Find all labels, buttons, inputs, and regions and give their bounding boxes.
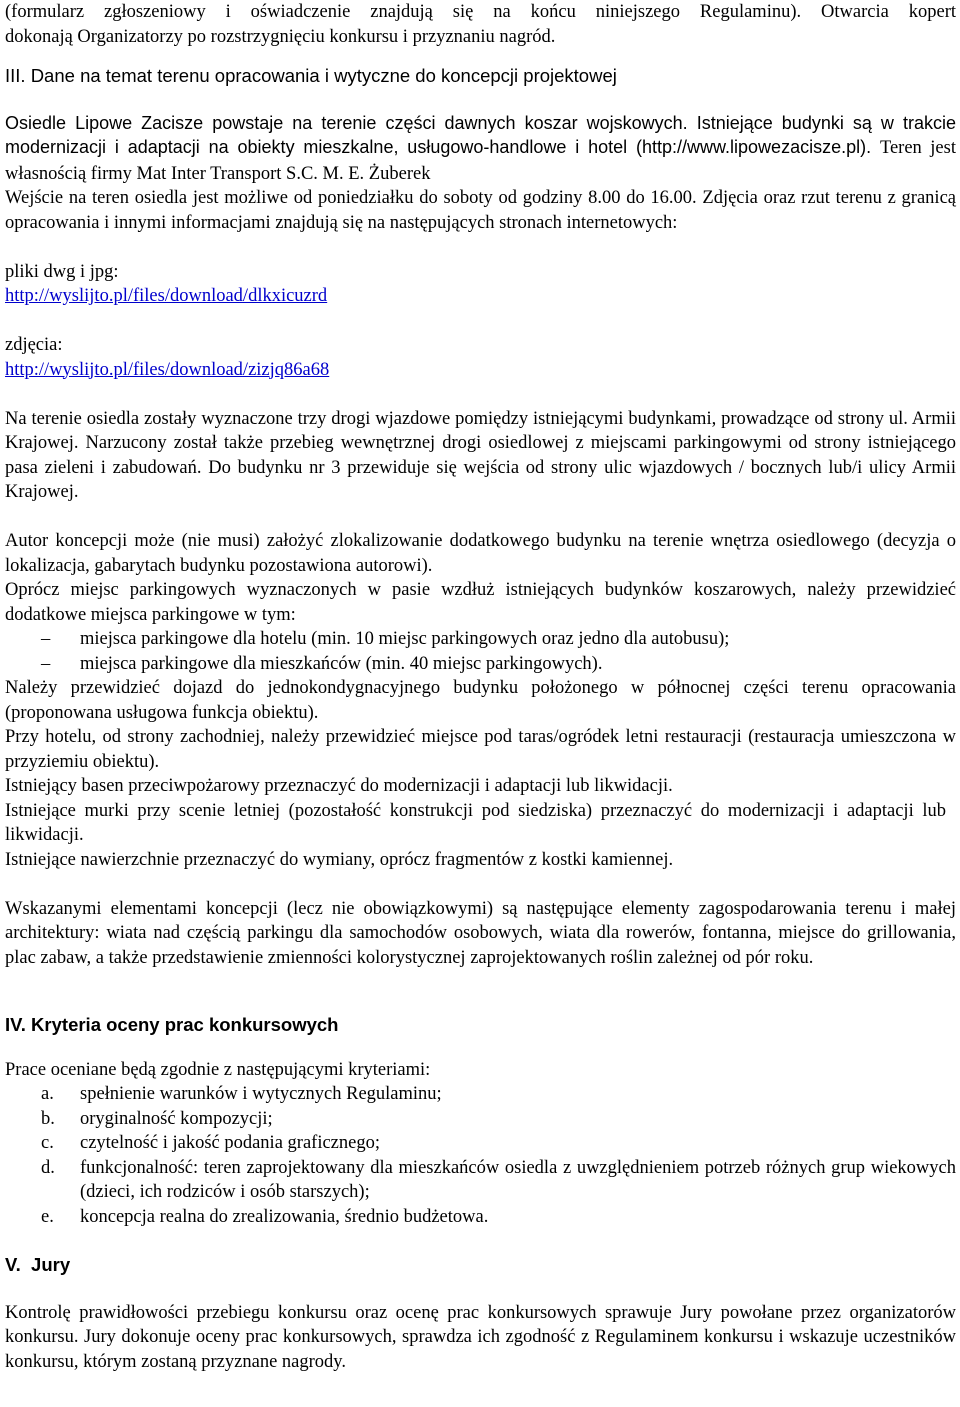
list-item: b. oryginalność kompozycji; [41, 1108, 273, 1129]
intro-line-2: dokonają Organizatorzy po rozstrzygnięciu konkursu i przyznaniu nagród. [5, 26, 556, 47]
list-item: e. koncepcja realna do zrealizowania, średnio budżetowa. [41, 1206, 489, 1227]
intro-line-1: (formularz zgłoszeniowy i oświadczenie znajdują się na końcu niniejszego Regulaminu). Otwarcia kopert [5, 2, 956, 22]
list-item: – miejsca parkingowe dla mieszkańców (min. 40 miejsc parkingowych). [5, 652, 956, 677]
section-3-paragraph-7: Przy hotelu, od strony zachodniej, należy przewidzieć miejsce pod taras/ogródek letni restauracji (restauracja umieszczona w przyziemiu obiektu). [5, 727, 956, 772]
photos-label: zdjęcia: [5, 335, 63, 355]
section-3-paragraph-9: Istniejące murki przy scenie letniej (pozostałość konstrukcji pod siedziska) przeznaczyć do modernizacji i adaptacji lub likwidacji. [5, 800, 946, 845]
parking-list [5, 627, 956, 676]
section-3-paragraph-1-serif: Teren jest własnością firmy Mat Inter Transport S.C. M. E. Żuberek [5, 138, 956, 184]
section-3-paragraph-5: Oprócz miejsc parkingowych wyznaczonych w pasie wzdłuż istniejących budynków koszarowych, należy przewidzieć dodatkowe miejsca parkingowe w tym: [5, 580, 956, 625]
section-3-paragraph-10: Istniejące nawierzchnie przeznaczyć do wymiany, oprócz fragmentów z kostki kamiennej. [5, 849, 674, 870]
section-3-paragraph-3: Na terenie osiedla zostały wyznaczone trzy drogi wjazdowe pomiędzy istniejącymi budynkami, prowadzące od strony ul. Armii Krajowej. Narzucony został także przebieg wewnętrznej drogi osiedlowej z miejscami parkingowymi od strony istniejącego pasa zieleni i zabudowań. Do budynku nr 3 przewiduje się wejścia od strony ulic wjazdowych / bocznych lub/i ulicy Armii Krajowej. [5, 408, 956, 502]
photos-download-link[interactable]: http://wyslijto.pl/files/download/zizjq86a68 [5, 359, 330, 380]
dash-marker: – [41, 653, 51, 674]
criteria-list [5, 1082, 956, 1229]
section-3-paragraph-1-sans: Osiedle Lipowe Zacisze powstaje na terenie części dawnych koszar wojskowych. Istniejące budynki są w trakcie modernizacji i adaptacji na obiekty mieszkalne, usługowo-handlowe i hotel (http://www.lipowezacisze.pl). [5, 112, 956, 157]
dash-marker: – [41, 629, 51, 649]
section-3-paragraph-6: Należy przewidzieć dojazd do jednokondygnacyjnego budynku położonego w północnej części terenu opracowania (proponowana usługowa funkcja obiektu). [5, 678, 956, 723]
section-3-heading: III. Dane na temat terenu opracowania i wytyczne do koncepcji projektowej [5, 65, 617, 86]
section-3-paragraph-8: Istniejący basen przeciwpożarowy przeznaczyć do modernizacji i adaptacji lub likwidacji. [5, 776, 673, 796]
section-4-intro: Prace oceniane będą zgodnie z następującymi kryteriami: [5, 1059, 431, 1080]
section-5-heading: V. Jury [5, 1254, 71, 1275]
section-5-paragraph-1: Kontrolę prawidłowości przebiegu konkursu oraz ocenę prac konkursowych sprawuje Jury powołane przez organizatorów konkursu. Jury dokonuje oceny prac konkursowych, sprawdza ich zgodność z Regulaminem konkursu i wskazuje uczestników konkursu, którym zostaną przyznane nagrody. [5, 1302, 956, 1372]
list-item: a. spełnienie warunków i wytycznych Regulaminu; [41, 1084, 442, 1104]
section-4-heading: IV. Kryteria oceny prac konkursowych [5, 1014, 339, 1035]
list-item: c. czytelność i jakość podania graficznego; [41, 1133, 380, 1153]
list-item: d. funkcjonalność: teren zaprojektowany dla mieszkańców osiedla z uwzględnieniem potrzeb różnych grup wiekowych (dzieci, ich rodziców i osób starszych); [41, 1157, 956, 1202]
dwg-download-link[interactable]: http://wyslijto.pl/files/download/dlkxicuzrd [5, 286, 328, 306]
dwg-label: pliki dwg i jpg: [5, 261, 119, 282]
section-3-paragraph-1 [5, 111, 956, 187]
list-item: – miejsca parkingowe dla hotelu (min. 10 miejsc parkingowych oraz jedno dla autobusu); [5, 627, 956, 652]
section-3-paragraph-11: Wskazanymi elementami koncepcji (lecz nie obowiązkowymi) są następujące elementy zagospodarowania terenu i małej architektury: wiata nad częścią parkingu dla samochodów osobowych, wiata dla rowerów, fontanna, miejsce do grillowania, plac zabaw, a także przedstawienie zmienności kolorystycznej zaprojektowanych roślin zależnej od pór roku. [5, 898, 956, 968]
document-page [5, 0, 956, 1374]
section-3-paragraph-2: Wejście na teren osiedla jest możliwe od poniedziałku do soboty od godziny 8.00 do 16.00. Zdjęcia oraz rzut terenu z granicą opracowania i innymi informacjami znajdują się na następujących stronach internetowych: [5, 188, 956, 233]
section-3-paragraph-4: Autor koncepcji może (nie musi) założyć zlokalizowanie dodatkowego budynku na terenie wnętrza osiedlowego (decyzja o lokalizacja, gabarytach budynku pozostawiona autorowi). [5, 531, 956, 576]
